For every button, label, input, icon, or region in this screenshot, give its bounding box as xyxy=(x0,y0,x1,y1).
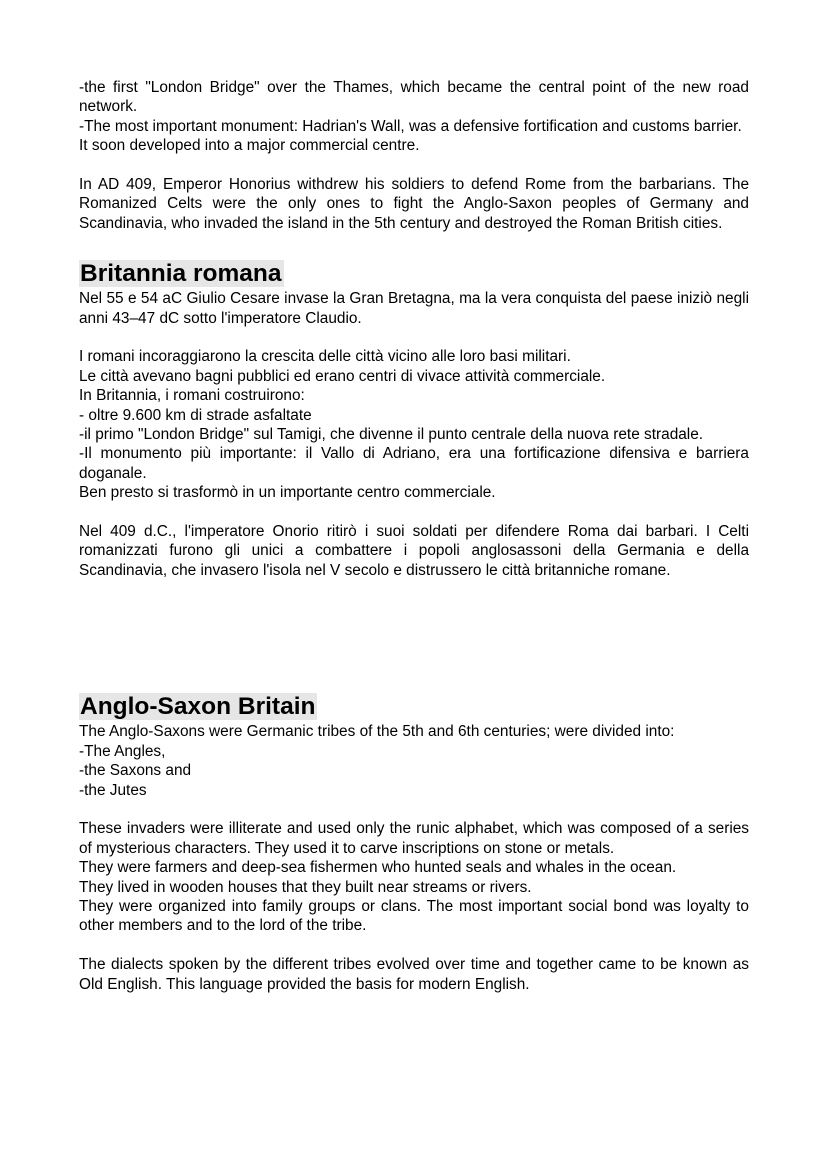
text-line: In Britannia, i romani costruirono: xyxy=(79,387,305,405)
intro-paragraph-2: In AD 409, Emperor Honorius withdrew his soldiers to defend Rome from the barbarians. The Romanized Celts were the only ones to fight the Anglo-Saxon peoples of Germany and Scandinavia, who invaded the island in the 5th century and destroyed the Roman British cities. xyxy=(79,176,749,232)
text-line: These invaders were illiterate and used only the runic alphabet, which was composed of a series of mysterious characters. They used it to carve inscriptions on stone or metals. xyxy=(79,820,749,857)
text-line: The Anglo-Saxons were Germanic tribes of the 5th and 6th centuries; were divided into: xyxy=(79,723,675,741)
text-line: Le città avevano bagni pubblici ed erano centri di vivace attività commerciale. xyxy=(79,367,606,385)
text-line: -The most important monument: Hadrian's Wall, was a defensive fortification and customs barrier. xyxy=(79,117,742,135)
heading-text: Anglo-Saxon Britain xyxy=(80,693,316,721)
text-line: They lived in wooden houses that they built near streams or rivers. xyxy=(79,878,532,896)
britannia-paragraph-2 xyxy=(79,347,749,502)
paragraph-gap xyxy=(79,936,749,955)
anglosaxon-paragraph-2 xyxy=(79,819,749,935)
text-line: They were farmers and deep-sea fishermen who hunted seals and whales in the ocean. xyxy=(79,859,677,877)
text-line: -Il monumento più importante: il Vallo di Adriano, era una fortificazione difensiva e barriera doganale. xyxy=(79,445,749,482)
anglosaxon-paragraph-3: The dialects spoken by the different tribes evolved over time and together came to be known as Old English. This language provided the basis for modern English. xyxy=(79,956,749,993)
text-line: It soon developed into a major commercial centre. xyxy=(79,137,420,155)
paragraph-gap xyxy=(79,800,749,819)
text-line: -the Jutes xyxy=(79,781,147,799)
text-line: They were organized into family groups or clans. The most important social bond was loyalty to other members and to the lord of the tribe. xyxy=(79,897,749,935)
section-heading-britannia-romana xyxy=(79,259,749,289)
document-page xyxy=(79,78,749,994)
text-line: -The Angles, xyxy=(79,742,166,760)
paragraph-gap xyxy=(79,503,749,522)
britannia-paragraph-1: Nel 55 e 54 aC Giulio Cesare invase la Gran Bretagna, ma la vera conquista del paese iniziò negli anni 43–47 dC sotto l'imperatore Claudio. xyxy=(79,290,749,327)
text-line: I romani incoraggiarono la crescita delle città vicino alle loro basi militari. xyxy=(79,348,571,366)
anglosaxon-paragraph-1 xyxy=(79,722,749,800)
paragraph-gap xyxy=(79,328,749,347)
text-line: - oltre 9.600 km di strade asfaltate xyxy=(79,406,312,424)
text-line: -il primo "London Bridge" sul Tamigi, che divenne il punto centrale della nuova rete stradale. xyxy=(79,426,704,444)
heading-text: Britannia romana xyxy=(80,260,282,288)
text-line: -the Saxons and xyxy=(79,762,192,780)
text-line: Ben presto si trasformò in un importante centro commerciale. xyxy=(79,484,496,502)
section-heading-anglo-saxon-britain xyxy=(79,692,749,722)
paragraph-gap xyxy=(79,156,749,175)
intro-paragraph-1 xyxy=(79,78,749,156)
britannia-paragraph-3: Nel 409 d.C., l'imperatore Onorio ritirò i suoi soldati per difendere Roma dai barbari. I Celti romanizzati furono gli unici a combattere i popoli anglosassoni della Germania e della Scandinavia, che invasero l'isola nel V secolo e distrussero le città britanniche romane. xyxy=(79,523,749,579)
text-line: -the first "London Bridge" over the Thames, which became the central point of the new road network. xyxy=(79,79,749,116)
